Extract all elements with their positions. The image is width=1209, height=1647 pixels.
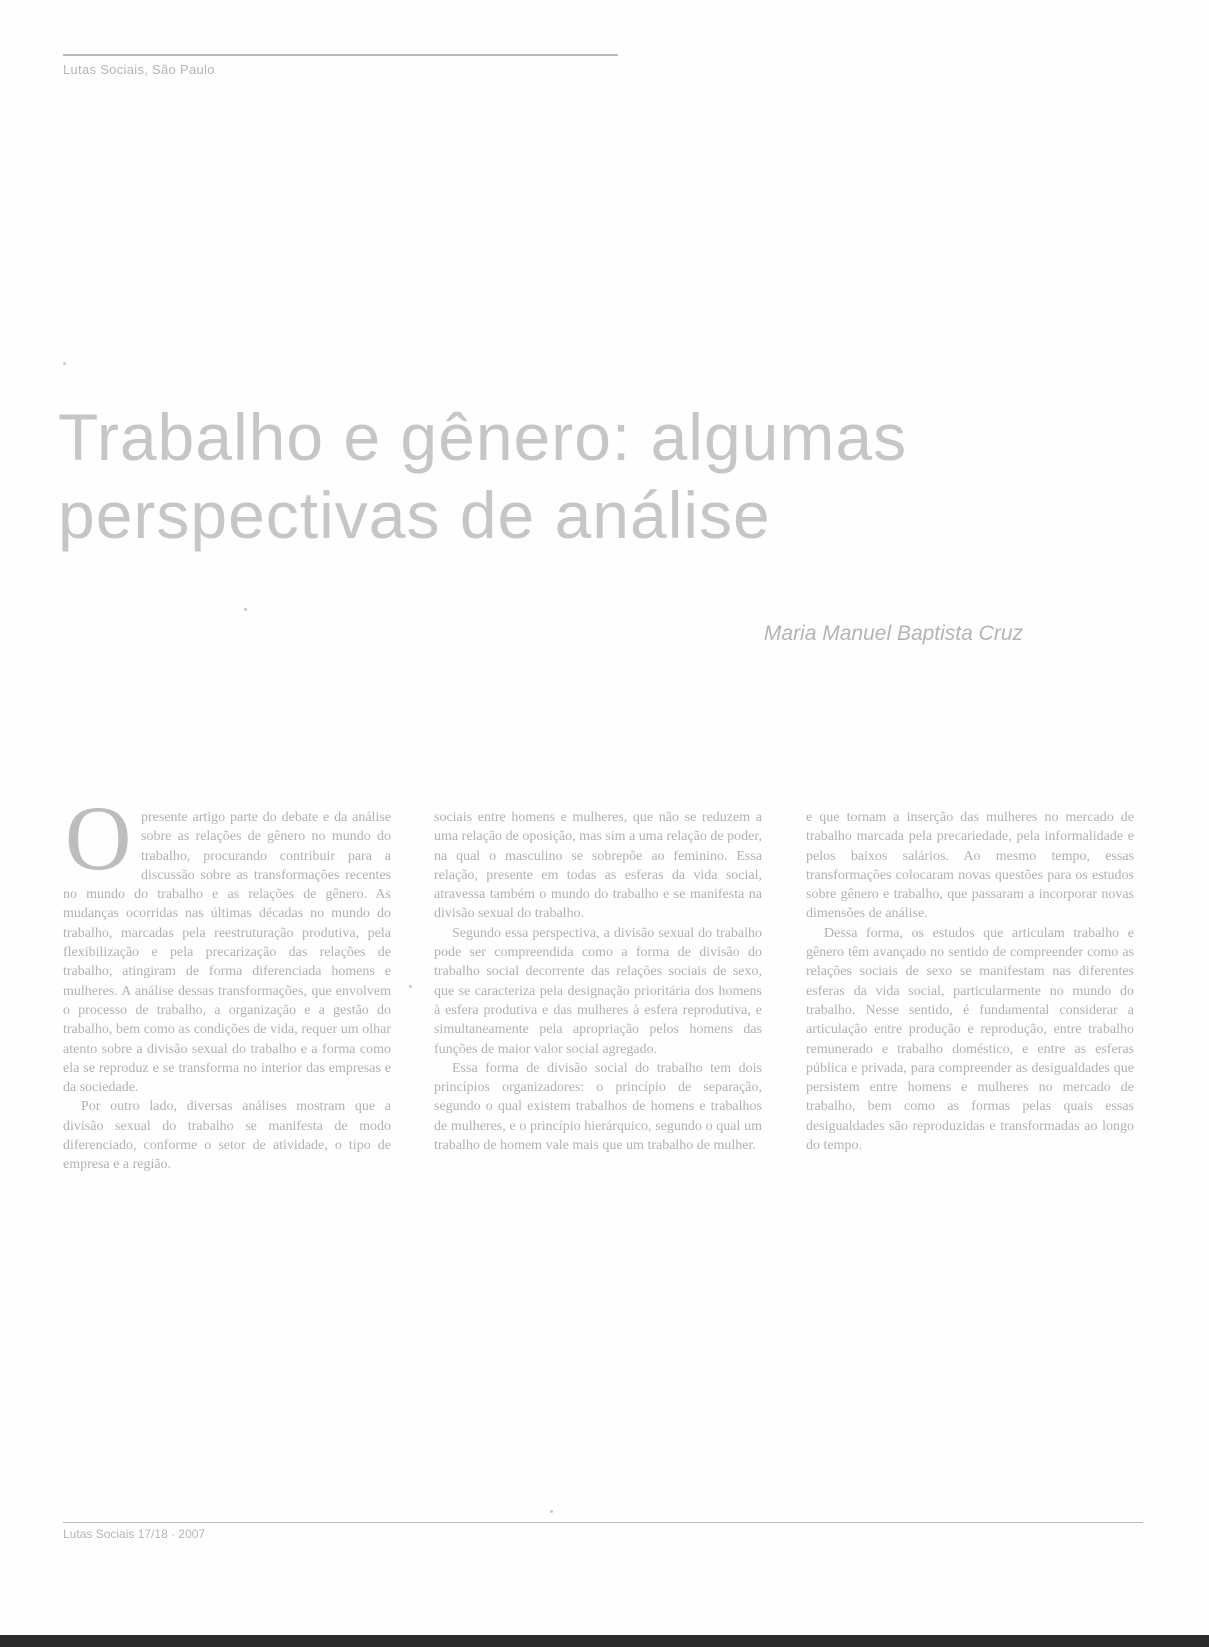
paragraph: Dessa forma, os estudos que articulam trabalho e gênero têm avançado no sentido de compreender como as relações sociais de sexo se manifestam nas diferentes esferas da vida social, particularmente no mundo do trabalho. Nesse sentido, é fundamental considerar a articulação entre produção e reprodução, entre trabalho remunerado e trabalho doméstico, e entre as esferas pública e privada, para compreender as desigualdades que persistem entre homens e mulheres no mercado de trabalho, bem como as formas pelas quais essas desigualdades são reproduzidas e transformadas ao longo do tempo. [806,925,1134,1154]
text-column-3 [806,808,1134,1155]
article-author: Maria Manuel Baptista Cruz [763,622,1023,645]
paragraph: presente artigo parte do debate e da análise sobre as relações de gênero no mundo do trabalho, procurando contribuir para a discussão sobre as transformações recentes no mundo do trabalho e as relações de gênero. As mudanças ocorridas nas últimas décadas no mundo do trabalho, marcadas pela reestruturação produtiva, pela flexibilização e pela precarização das relações de trabalho, atingiram de forma diferenciada homens e mulheres. A análise dessas transformações, que envolvem o processo de trabalho, a organização e a gestão do trabalho, bem como as condições de vida, requer um olhar atento sobre a divisão sexual do trabalho e a forma como ela se reproduz e se transforma no interior das empresas e da sociedade. [63,810,391,1096]
paragraph: Segundo essa perspectiva, a divisão sexual do trabalho pode ser compreendida como a forma de divisão do trabalho social decorrente das relações sociais de sexo, que se caracteriza pela designação prioritária dos homens à esfera produtiva e das mulheres à esfera reprodutiva, e simultaneamente pela apropriação pelos homens das funções de maior valor social agregado. [434,925,762,1057]
paragraph: Por outro lado, diversas análises mostram que a divisão sexual do trabalho se manifesta de modo diferenciado, conforme o setor de atividade, o tipo de empresa e a região. [63,1099,391,1173]
paragraph: e que tornam a inserção das mulheres no mercado de trabalho marcada pela precariedade, pela informalidade e pelos baixos salários. Ao mesmo tempo, essas transformações colocaram novas questões para os estudos sobre gênero e trabalho, que passaram a incorporar novas dimensões de análise. [806,810,1134,922]
scan-speck [244,608,247,611]
paragraph: Essa forma de divisão social do trabalho tem dois princípios organizadores: o princípio de separação, segundo o qual existem trabalhos de homens e trabalhos de mulheres, e o princípio hierárquico, segundo o qual um trabalho de homem vale mais que um trabalho de mulher. [434,1060,762,1154]
header-rule [63,54,618,56]
page-footer: Lutas Sociais 17/18 · 2007 [63,1527,206,1541]
footer-rule [63,1522,1143,1523]
running-head: Lutas Sociais, São Paulo [63,62,215,77]
text-column-2 [434,808,762,1155]
scan-speck [63,362,66,365]
article-title: Trabalho e gênero: algumas perspectivas de análise [58,400,908,552]
scan-edge [0,1635,1209,1647]
scan-speck [550,1510,553,1513]
drop-cap: O [65,787,132,889]
scan-speck [409,985,412,988]
text-column-1 [63,787,391,1175]
paragraph: sociais entre homens e mulheres, que não se reduzem a uma relação de oposição, mas sim a uma relação de poder, na qual o masculino se sobrepõe ao feminino. Essa relação, presente em todas as esferas da vida social, atravessa também o mundo do trabalho e se manifesta na divisão sexual do trabalho. [434,810,762,922]
